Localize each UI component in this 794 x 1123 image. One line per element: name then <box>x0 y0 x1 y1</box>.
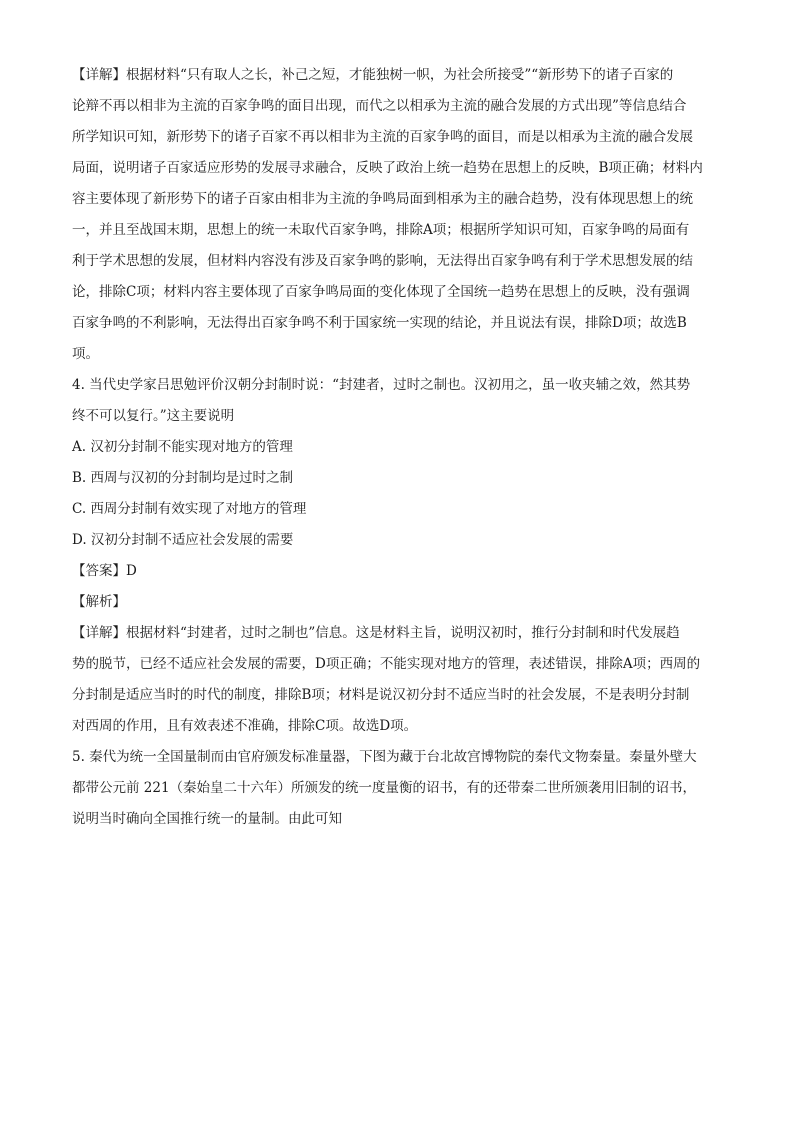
question-stem: 4. 当代史学家吕思勉评价汉朝分封制时说：“封建者，过时之制也。汉初用之，虽一收夹辅之效，然其势 <box>72 377 691 393</box>
text-line: 论，排除C项；材料内容主要体现了百家争鸣局面的变化体现了全国统一趋势在思想上的反映，没有强调 <box>72 284 690 300</box>
text-line: 所学知识可知，新形势下的诸子百家不再以相非为主流的百家争鸣的面目，而是以相承为主流的融合发展 <box>72 129 693 145</box>
option-d: D. 汉初分封制不适应社会发展的需要 <box>72 532 294 548</box>
text-line: 局面，说明诸子百家适应形势的发展寻求融合，反映了政治上统一趋势在思想上的反映，B项正确；材料内 <box>72 160 703 176</box>
text-line: 势的脱节，已经不适应社会发展的需要，D项正确；不能实现对地方的管理，表述错误，排除A项；西周的 <box>72 656 701 672</box>
option-b: B. 西周与汉初的分封制均是过时之制 <box>72 470 294 486</box>
question-4 <box>72 370 722 742</box>
question-stem: 说明当时确向全国推行统一的量制。由此可知 <box>72 811 342 827</box>
text-line: 论辩不再以相非为主流的百家争鸣的面目出现，而代之以相承为主流的融合发展的方式出现”等信息结合 <box>72 98 687 114</box>
document-page <box>72 60 722 835</box>
question-stem: 都带公元前 221（秦始皇二十六年）所颁发的统一度量衡的诏书，有的还带秦二世所颁袭用旧制的诏书， <box>72 780 697 796</box>
analysis-label: 【解析】 <box>72 594 126 610</box>
text-line: 【详解】根据材料“封建者，过时之制也”信息。这是材料主旨，说明汉初时，推行分封制和时代发展趋 <box>72 625 680 641</box>
question-5 <box>72 742 722 835</box>
text-line: 项。 <box>72 346 99 362</box>
explanation-q3 <box>72 60 722 370</box>
text-line: 分封制是适应当时的时代的制度，排除B项；材料是说汉初分封不适应当时的社会发展，不是表明分封制 <box>72 687 690 703</box>
answer-label: 【答案】D <box>72 563 137 579</box>
text-line: 百家争鸣的不利影响，无法得出百家争鸣不利于国家统一实现的结论，并且说法有误，排除D项；故选B <box>72 315 687 331</box>
text-line: 利于学术思想的发展，但材料内容没有涉及百家争鸣的影响，无法得出百家争鸣有利于学术思想发展的结 <box>72 253 693 269</box>
question-stem: 5. 秦代为统一全国量制而由官府颁发标准量器，下图为藏于台北故宫博物院的秦代文物秦量。秦量外壁大 <box>72 749 697 765</box>
text-line: 对西周的作用，且有效表述不准确，排除C项。故选D项。 <box>72 718 418 734</box>
option-a: A. 汉初分封制不能实现对地方的管理 <box>72 439 293 455</box>
option-c: C. 西周分封制有效实现了对地方的管理 <box>72 501 307 517</box>
question-stem: 终不可以复行。”这主要说明 <box>72 408 235 424</box>
text-line: 容主要体现了新形势下的诸子百家由相非为主流的争鸣局面到相承为主的融合趋势，没有体现思想上的统 <box>72 191 693 207</box>
text-line: 一，并且至战国末期，思想上的统一未取代百家争鸣，排除A项；根据所学知识可知，百家争鸣的局面有 <box>72 222 690 238</box>
text-line: 【详解】根据材料“只有取人之长，补己之短，才能独树一帜，为社会所接受”“新形势下的诸子百家的 <box>72 67 674 83</box>
